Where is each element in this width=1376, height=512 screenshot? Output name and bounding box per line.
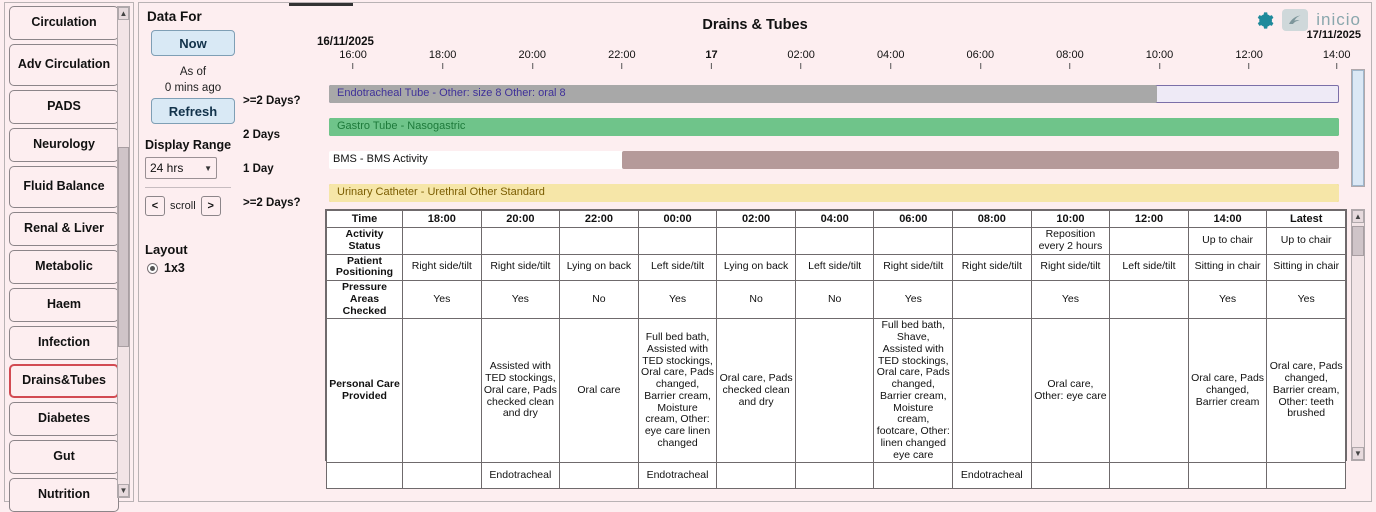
table-column-header: 18:00 (403, 211, 482, 228)
table-cell[interactable] (1110, 281, 1189, 319)
sidebar-item-label: Fluid Balance (23, 179, 105, 194)
table-cell[interactable] (403, 228, 482, 255)
active-tab-indicator (289, 3, 353, 6)
scroll-prev-button[interactable]: < (145, 196, 165, 216)
as-of-block (145, 65, 241, 96)
table-cell[interactable]: Right side/tilt (953, 254, 1032, 281)
table-cell[interactable]: Sitting in chair (1188, 254, 1267, 281)
sidebar-scroll-thumb[interactable] (118, 147, 129, 347)
table-cell[interactable] (560, 463, 639, 489)
timeline-tick (967, 49, 995, 69)
table-row (327, 319, 1346, 463)
table-cell[interactable]: Left side/tilt (1110, 254, 1189, 281)
divider (145, 187, 231, 188)
data-table-container (325, 209, 1347, 481)
table-column-header: Latest (1267, 211, 1346, 228)
timeline-tick-label: 16:00 (339, 49, 367, 61)
timeline-start-date: 16/11/2025 (317, 36, 374, 48)
timeline-tick-mark (980, 63, 981, 69)
sidebar-item-renal-liver[interactable] (9, 212, 119, 246)
table-cell[interactable]: Lying on back (717, 254, 796, 281)
data-for-label: Data For (147, 9, 202, 24)
timeline-tick-label: 20:00 (518, 49, 547, 61)
sidebar-item-label: Metabolic (35, 259, 93, 274)
sidebar-item-haem[interactable] (9, 288, 119, 322)
gantt-bar-label: Urinary Catheter - Urethral Other Standard (337, 186, 545, 198)
sidebar-item-drains-tubes[interactable] (9, 364, 119, 398)
table-column-header: 10:00 (1031, 211, 1110, 228)
table-cell[interactable] (795, 228, 874, 255)
layout-label: Layout (145, 242, 188, 258)
timeline-tick-label: 06:00 (966, 49, 995, 61)
gantt-bar-label: Gastro Tube - Nasogastric (337, 120, 466, 132)
timeline-tick-mark (1336, 63, 1337, 69)
timeline-tick-mark (442, 63, 443, 69)
sidebar-item-label: Gut (53, 449, 75, 464)
gantt-scroll-thumb[interactable] (1352, 70, 1364, 186)
gantt-row[interactable] (329, 151, 1339, 169)
timeline-tick-mark (353, 63, 354, 69)
timeline-tick (429, 49, 457, 69)
day-range-label: >=2 Days? (243, 95, 301, 107)
table-column-header: 20:00 (481, 211, 560, 228)
sidebar-item-pads[interactable] (9, 90, 119, 124)
left-sidebar (4, 2, 134, 502)
scroll-controls (145, 196, 241, 216)
table-cell[interactable]: Endotracheal (638, 463, 717, 489)
timeline-tick (519, 49, 547, 69)
table-column-header: 12:00 (1110, 211, 1189, 228)
table-cell[interactable] (1110, 228, 1189, 255)
sidebar-scrollbar[interactable] (117, 6, 130, 498)
main-panel (138, 2, 1372, 502)
sidebar-item-list (9, 6, 119, 512)
sidebar-item-circulation[interactable] (9, 6, 119, 40)
table-row-header: Pressure Areas Checked (327, 281, 403, 319)
table-cell[interactable] (1110, 319, 1189, 463)
day-range-column (243, 95, 309, 231)
gantt-row[interactable] (329, 184, 1339, 202)
table-cell[interactable]: No (717, 281, 796, 319)
gantt-row[interactable] (329, 85, 1339, 103)
sidebar-item-neurology[interactable] (9, 128, 119, 162)
data-table (326, 210, 1346, 489)
table-cell[interactable]: Right side/tilt (481, 254, 560, 281)
table-cell[interactable]: Right side/tilt (874, 254, 953, 281)
timeline-tick-label: 12:00 (1235, 49, 1263, 61)
timeline-tick-label: 08:00 (1056, 49, 1084, 61)
table-cell[interactable] (638, 228, 717, 255)
table-scroll-thumb[interactable] (1352, 226, 1364, 256)
day-range-label: >=2 Days? (243, 197, 301, 209)
logo-icon (1282, 9, 1308, 31)
table-cell[interactable]: Oral care, Pads changed, Barrier cream, Other: teeth brushed (1267, 319, 1346, 463)
table-row-header (327, 463, 403, 489)
table-cell[interactable]: Sitting in chair (1267, 254, 1346, 281)
table-column-header: 22:00 (560, 211, 639, 228)
sidebar-item-infection[interactable] (9, 326, 119, 360)
table-cell[interactable] (403, 319, 482, 463)
gantt-bar[interactable] (329, 118, 1339, 136)
timeline-tick-label: 18:00 (428, 49, 457, 61)
timeline-tick (339, 49, 367, 69)
table-cell[interactable]: Yes (1188, 281, 1267, 319)
sidebar-item-label: Adv Circulation (17, 57, 111, 72)
gantt-scrollbar[interactable] (1351, 69, 1365, 187)
sidebar-scroll-up-arrow[interactable]: ▲ (119, 9, 128, 18)
table-cell[interactable] (953, 228, 1032, 255)
refresh-button[interactable]: Refresh (151, 98, 235, 124)
timeline-tick-label: 02:00 (787, 49, 815, 61)
table-header-row (327, 211, 1346, 228)
table-column-header: 04:00 (795, 211, 874, 228)
as-of-label: As of (179, 66, 207, 78)
timeline-tick (787, 49, 815, 69)
timeline-tick (877, 49, 905, 69)
sidebar-item-label: Haem (46, 297, 82, 312)
table-cell[interactable]: Yes (403, 281, 482, 319)
table-column-header: Time (327, 211, 403, 228)
table-cell[interactable] (1031, 463, 1110, 489)
day-range-label: 1 Day (243, 163, 274, 175)
timeline-tick (1056, 49, 1084, 69)
timeline-tick-mark (621, 63, 622, 69)
table-column-header: 08:00 (953, 211, 1032, 228)
timeline-tick-mark (890, 63, 891, 69)
timeline-tick-label: 14:00 (1322, 49, 1351, 61)
table-cell[interactable]: Right side/tilt (403, 254, 482, 281)
table-cell[interactable]: Up to chair (1267, 228, 1346, 255)
radio-icon[interactable] (147, 263, 158, 274)
table-cell[interactable] (953, 319, 1032, 463)
as-of-value: 0 mins ago (164, 81, 222, 94)
timeline-tick (1235, 49, 1263, 69)
table-cell[interactable] (717, 463, 796, 489)
page-title: Drains & Tubes (702, 17, 808, 33)
sidebar-item-label: Renal & Liver (24, 221, 104, 236)
timeline-tick-label: 22:00 (608, 49, 636, 61)
table-cell[interactable]: Lying on back (560, 254, 639, 281)
table-cell[interactable] (1110, 463, 1189, 489)
logo-text: inicio (1316, 10, 1361, 29)
table-row (327, 228, 1346, 255)
table-scroll-down-arrow[interactable]: ▼ (1352, 447, 1364, 460)
now-button[interactable]: Now (151, 30, 235, 56)
timeline-tick-mark (711, 63, 712, 69)
sidebar-item-nutrition[interactable] (9, 478, 119, 512)
table-scrollbar[interactable] (1351, 209, 1365, 461)
table-column-header: 06:00 (874, 211, 953, 228)
timeline-tick-label: 10:00 (1145, 49, 1174, 61)
table-cell[interactable]: Right side/tilt (1031, 254, 1110, 281)
table-cell[interactable] (717, 228, 796, 255)
scroll-next-button[interactable]: > (201, 196, 221, 216)
gear-icon[interactable] (1255, 11, 1274, 30)
table-cell[interactable] (403, 463, 482, 489)
table-cell[interactable]: Yes (1267, 281, 1346, 319)
table-column-header: 00:00 (638, 211, 717, 228)
table-row-header: Activity Status (327, 228, 403, 255)
table-cell[interactable]: Left side/tilt (638, 254, 717, 281)
table-cell[interactable]: Full bed bath, Shave, Assisted with TED stockings, Oral care, Pads changed, Barrier cream, Moisture cream, footcare, Other: linen changed eye care (874, 319, 953, 463)
table-cell[interactable]: Yes (638, 281, 717, 319)
sidebar-item-fluid-balance[interactable] (9, 166, 119, 208)
table-cell[interactable] (874, 228, 953, 255)
timeline-tick (1323, 49, 1351, 69)
gantt-chart (329, 85, 1339, 205)
table-cell[interactable]: No (560, 281, 639, 319)
table-cell[interactable] (1188, 463, 1267, 489)
sidebar-item-label: PADS (47, 99, 81, 114)
table-cell[interactable]: Yes (481, 281, 560, 319)
table-cell[interactable]: Oral care, Pads changed, Barrier cream (1188, 319, 1267, 463)
timeline-tick (1146, 49, 1174, 69)
sidebar-item-label: Drains&Tubes (22, 373, 106, 388)
table-row (327, 254, 1346, 281)
brand-area (1255, 9, 1361, 31)
sidebar-item-label: Infection (37, 335, 91, 350)
controls-column (145, 7, 241, 275)
timeline-tick (608, 49, 636, 69)
gantt-row[interactable] (329, 118, 1339, 136)
table-cell[interactable]: Yes (1031, 281, 1110, 319)
table-row-header: Personal Care Provided (327, 319, 403, 463)
table-cell[interactable] (795, 463, 874, 489)
table-scroll-up-arrow[interactable]: ▲ (1352, 210, 1364, 223)
table-cell[interactable]: Endotracheal (481, 463, 560, 489)
timeline-tick-mark (532, 63, 533, 69)
table-cell[interactable]: Oral care (560, 319, 639, 463)
table-cell[interactable] (795, 319, 874, 463)
day-range-label: 2 Days (243, 129, 281, 141)
sidebar-scroll-down-arrow[interactable]: ▼ (119, 486, 128, 495)
timeline-tick-label: 04:00 (876, 49, 905, 61)
chevron-down-icon: ▼ (204, 163, 212, 173)
table-cell[interactable] (481, 228, 560, 255)
table-row-header: Patient Positioning (327, 254, 403, 281)
table-cell[interactable]: Endotracheal (953, 463, 1032, 489)
display-range-label: Display Range (145, 138, 232, 153)
sidebar-item-label: Neurology (33, 137, 95, 152)
sidebar-item-label: Diabetes (37, 411, 91, 426)
timeline-tick-label: 17 (705, 49, 718, 61)
timeline-tick-mark (1069, 63, 1070, 69)
timeline-end-date: 17/11/2025 (1306, 29, 1361, 41)
gantt-bar[interactable] (622, 151, 1339, 169)
timeline-axis (317, 49, 1351, 79)
sidebar-item-diabetes[interactable] (9, 402, 119, 436)
table-cell[interactable] (874, 463, 953, 489)
sidebar-item-adv-circulation[interactable] (9, 44, 119, 86)
table-cell[interactable]: Yes (874, 281, 953, 319)
sidebar-item-label: Circulation (31, 15, 97, 30)
table-header (327, 211, 1346, 228)
timeline-tick (705, 49, 717, 69)
table-cell[interactable] (953, 281, 1032, 319)
table-cell[interactable]: Full bed bath, Assisted with TED stockings, Oral care, Pads changed, Barrier cream, Moisture cream, Other: eye care linen changed (638, 319, 717, 463)
table-cell[interactable]: Up to chair (1188, 228, 1267, 255)
table-body (327, 228, 1346, 489)
sidebar-item-metabolic[interactable] (9, 250, 119, 284)
scroll-label: scroll (170, 200, 196, 213)
table-cell[interactable] (560, 228, 639, 255)
display-range-select[interactable] (145, 157, 217, 179)
layout-option-label: 1x3 (164, 261, 185, 276)
table-cell[interactable]: Left side/tilt (795, 254, 874, 281)
display-range-value: 24 hrs (150, 161, 184, 176)
table-cell[interactable] (1267, 463, 1346, 489)
table-cell[interactable]: Oral care, Pads checked clean and dry (717, 319, 796, 463)
table-column-header: 14:00 (1188, 211, 1267, 228)
gantt-bar-label: BMS - BMS Activity (333, 153, 428, 165)
gantt-bar-label: Endotracheal Tube - Other: size 8 Other: oral 8 (337, 87, 566, 99)
table-row (327, 463, 1346, 489)
table-cell[interactable]: No (795, 281, 874, 319)
table-cell[interactable]: Reposition every 2 hours (1031, 228, 1110, 255)
layout-option-1x3[interactable] (147, 261, 241, 275)
timeline-tick-mark (1249, 63, 1250, 69)
sidebar-item-label: Nutrition (37, 487, 91, 502)
table-cell[interactable]: Assisted with TED stockings, Oral care, Pads checked clean and dry (481, 319, 560, 463)
table-column-header: 02:00 (717, 211, 796, 228)
timeline-tick-mark (801, 63, 802, 69)
timeline-tick-mark (1159, 63, 1160, 69)
table-row (327, 281, 1346, 319)
table-cell[interactable]: Oral care, Other: eye care (1031, 319, 1110, 463)
sidebar-item-gut[interactable] (9, 440, 119, 474)
